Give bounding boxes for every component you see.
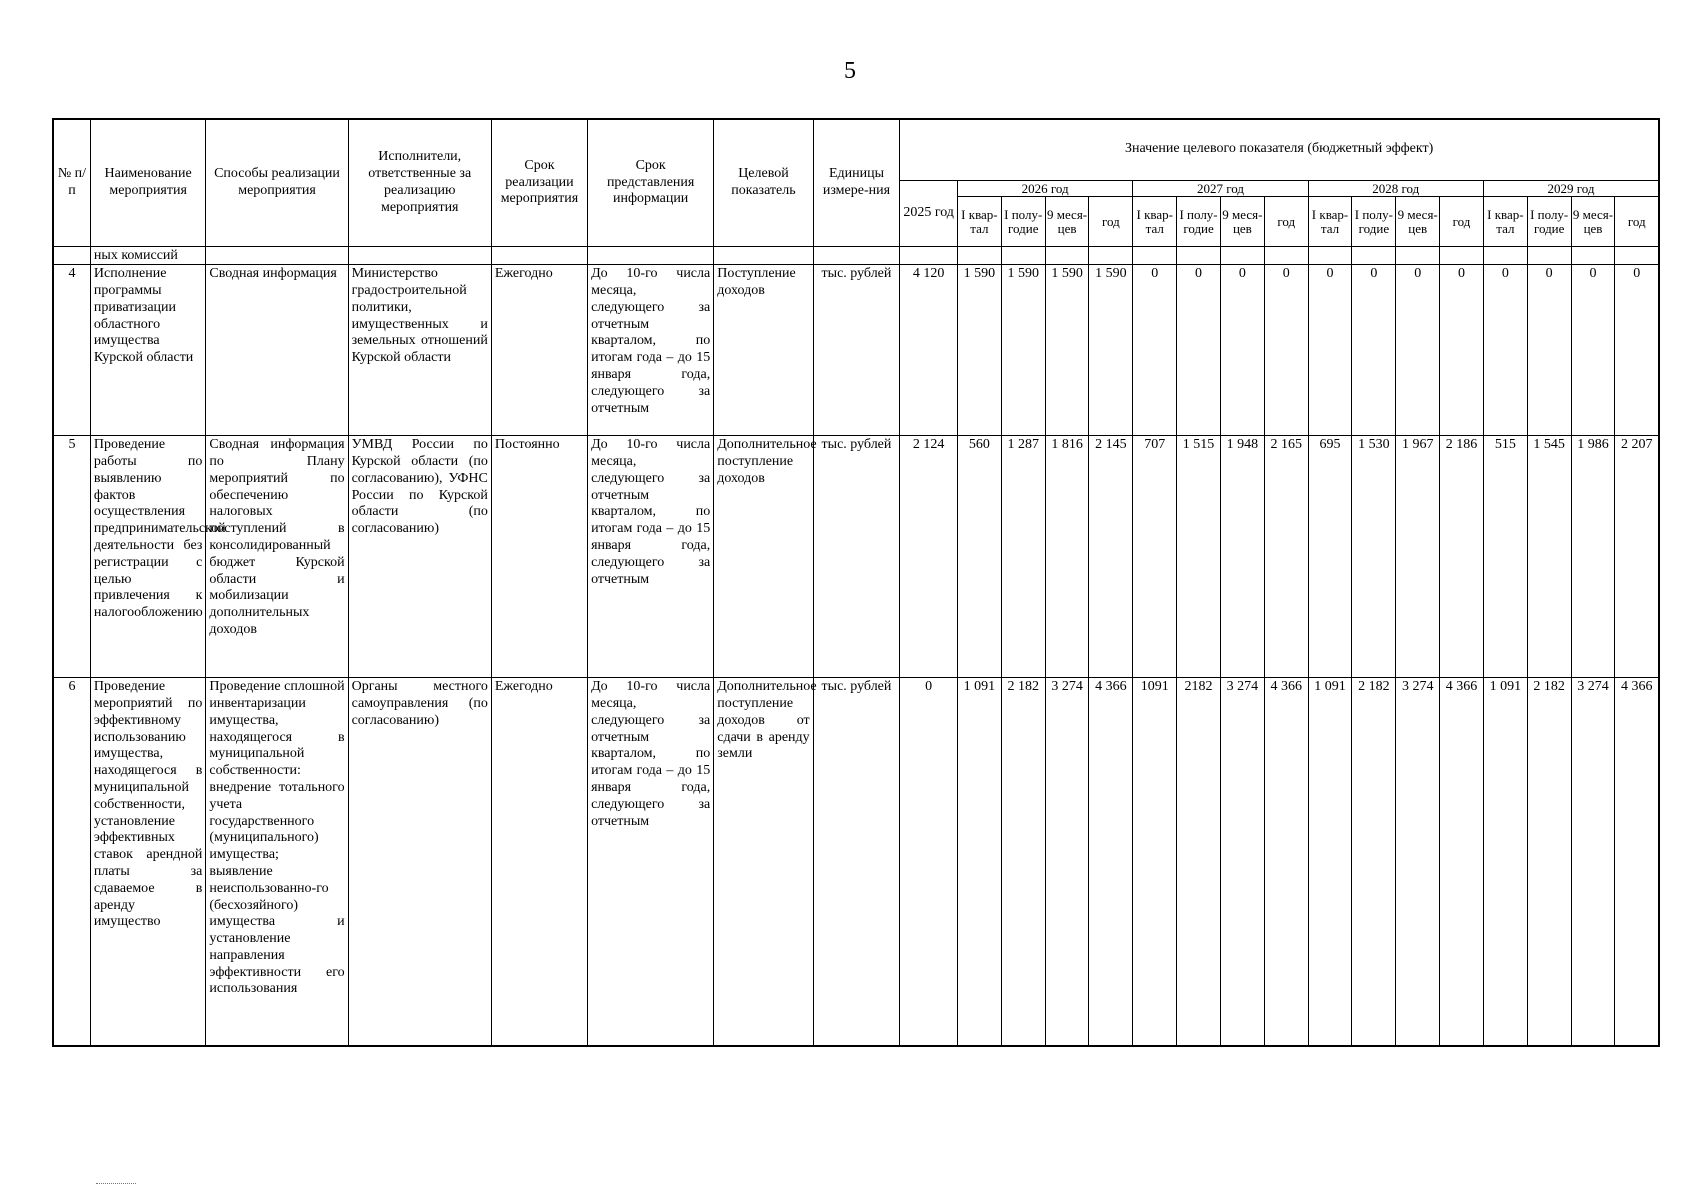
header-year-2025: 2025 год [900,180,958,247]
row-value: 0 [1352,265,1396,436]
header-period-q1: I квар-тал [1483,197,1527,247]
header-value-group: Значение целевого показателя (бюджетный эффект) [900,119,1659,180]
header-period-year: год [1089,197,1133,247]
cell-empty [813,247,900,265]
row-executors: Министерство градостроительной политики, имущественных и земельных отношений Курской области [348,265,491,436]
header-period-q1: I квар-тал [958,197,1002,247]
header-period-h1: I полу-годие [1177,197,1221,247]
row-term: Ежегодно [491,678,587,1047]
row-methods: Проведение сплошной инвентаризации имущества, находящегося в муниципальной собственности: внедрение тотального учета государственного (муниципального) имущества; выявление неиспользованно-го (бесхозяйного) имущества и установление направления эффективности его использования [206,678,348,1047]
row-methods: Сводная информация по Плану мероприятий по обеспечению налоговых поступлений в консолидированный бюджет Курской области и мобилизации дополнительных доходов [206,436,348,678]
row-executors: УМВД России по Курской области (по согласованию), УФНС России по Курской области (по согласованию) [348,436,491,678]
row-num: 6 [53,678,90,1047]
cell-empty [491,247,587,265]
row-value: 2 145 [1089,436,1133,678]
row-value: 1 091 [1308,678,1352,1047]
row-target: Дополнительное поступление доходов от сдачи в аренду земли [714,678,813,1047]
row-value: 3 274 [1571,678,1615,1047]
row-num: 5 [53,436,90,678]
header-period-9m: 9 меся-цев [1571,197,1615,247]
cell-empty [714,247,813,265]
row-num: 4 [53,265,90,436]
row-name: Проведение работы по выявлению фактов осуществления предпринимательской деятельности без регистрации с целью привлечения к налогообложению [90,436,205,678]
row-value: 1 590 [958,265,1002,436]
row-value: 2 182 [1527,678,1571,1047]
row-value: 4 366 [1615,678,1659,1047]
header-executors: Исполнители, ответственные за реализацию мероприятия [348,119,491,247]
header-period-year: год [1440,197,1484,247]
row-value: 1 287 [1001,436,1045,678]
row-value: 0 [1264,265,1308,436]
header-period-q1: I квар-тал [1308,197,1352,247]
row-value: 1 590 [1001,265,1045,436]
row-value: 1 515 [1177,436,1221,678]
row-value: 560 [958,436,1002,678]
row-value: 2 186 [1440,436,1484,678]
header-period-9m: 9 меся-цев [1220,197,1264,247]
header-methods: Способы реализации мероприятия [206,119,348,247]
header-period-q1: I квар-тал [1133,197,1177,247]
header-name: Наименование мероприятия [90,119,205,247]
row-value: 1 091 [958,678,1002,1047]
row-value: 4 120 [900,265,958,436]
header-year-2029: 2029 год [1483,180,1659,197]
header-period-h1: I полу-годие [1527,197,1571,247]
row-value: 2 207 [1615,436,1659,678]
header-period-h1: I полу-годие [1001,197,1045,247]
row-report-term: До 10-го числа месяца, следующего за отчетным кварталом, по итогам года – до 15 января года, следующего за отчетным [588,436,714,678]
row-value: 2 165 [1264,436,1308,678]
row-value: 2 182 [1001,678,1045,1047]
header-period-h1: I полу-годие [1352,197,1396,247]
scan-mark [96,1183,136,1186]
row-name: Проведение мероприятий по эффективному использованию имущества, находящегося в муниципальной собственности, установление эффективных ставок арендной платы за сдаваемое в аренду имущество [90,678,205,1047]
row-value: 695 [1308,436,1352,678]
row-units: тыс. рублей [813,436,900,678]
header-period-year: год [1615,197,1659,247]
row-value: 1 986 [1571,436,1615,678]
row-value: 0 [1483,265,1527,436]
header-period-9m: 9 меся-цев [1045,197,1089,247]
header-target: Целевой показатель [714,119,813,247]
row-value: 0 [1440,265,1484,436]
row-value: 0 [1308,265,1352,436]
header-year-2028: 2028 год [1308,180,1483,197]
row-value: 707 [1133,436,1177,678]
row-value: 2182 [1177,678,1221,1047]
header-period-9m: 9 меся-цев [1396,197,1440,247]
table-row [53,678,1659,1047]
header-num: № п/п [53,119,90,247]
row-target: Дополнительное поступление доходов [714,436,813,678]
row-value: 4 366 [1264,678,1308,1047]
row-value: 515 [1483,436,1527,678]
row-value: 0 [1177,265,1221,436]
table-row [53,265,1659,436]
page-number: 5 [844,58,856,84]
row-units: тыс. рублей [813,265,900,436]
row-units: тыс. рублей [813,678,900,1047]
header-year-2027: 2027 год [1133,180,1308,197]
row-value: 4 366 [1440,678,1484,1047]
header-units: Единицы измере-ния [813,119,900,247]
row-value: 1 948 [1220,436,1264,678]
row-value: 3 274 [1396,678,1440,1047]
row-value: 1 967 [1396,436,1440,678]
header-period-year: год [1264,197,1308,247]
row-report-term: До 10-го числа месяца, следующего за отчетным кварталом, по итогам года – до 15 января года, следующего за отчетным [588,678,714,1047]
row-value: 3 274 [1220,678,1264,1047]
row-value: 1 091 [1483,678,1527,1047]
row-term: Постоянно [491,436,587,678]
row-value: 0 [1527,265,1571,436]
row-value: 0 [1396,265,1440,436]
row-value: 3 274 [1045,678,1089,1047]
row-name: Исполнение программы приватизации областного имущества Курской области [90,265,205,436]
row-value: 0 [1615,265,1659,436]
row-value: 1 545 [1527,436,1571,678]
row-value: 1 530 [1352,436,1396,678]
row-value: 4 366 [1089,678,1133,1047]
cell-empty [900,247,958,265]
continuation-text: ных комиссий [90,247,205,265]
row-value: 1091 [1133,678,1177,1047]
row-value: 2 124 [900,436,958,678]
cell-empty [588,247,714,265]
cell-empty [348,247,491,265]
cell-empty [53,247,90,265]
row-term: Ежегодно [491,265,587,436]
row-value: 0 [1571,265,1615,436]
row-value: 0 [1220,265,1264,436]
row-value: 0 [1133,265,1177,436]
measures-table [52,118,1660,1047]
row-value: 2 182 [1352,678,1396,1047]
table-row [53,436,1659,678]
row-target: Поступление доходов [714,265,813,436]
row-value: 0 [900,678,958,1047]
cell-empty [206,247,348,265]
row-executors: Органы местного самоуправления (по согласованию) [348,678,491,1047]
continuation-row [53,247,1659,265]
row-report-term: До 10-го числа месяца, следующего за отчетным кварталом, по итогам года – до 15 января года, следующего за отчетным [588,265,714,436]
header-report-term: Срок представления информации [588,119,714,247]
row-value: 1 590 [1089,265,1133,436]
row-value: 1 816 [1045,436,1089,678]
row-value: 1 590 [1045,265,1089,436]
header-term: Срок реализации мероприятия [491,119,587,247]
header-year-2026: 2026 год [958,180,1133,197]
row-methods: Сводная информация [206,265,348,436]
